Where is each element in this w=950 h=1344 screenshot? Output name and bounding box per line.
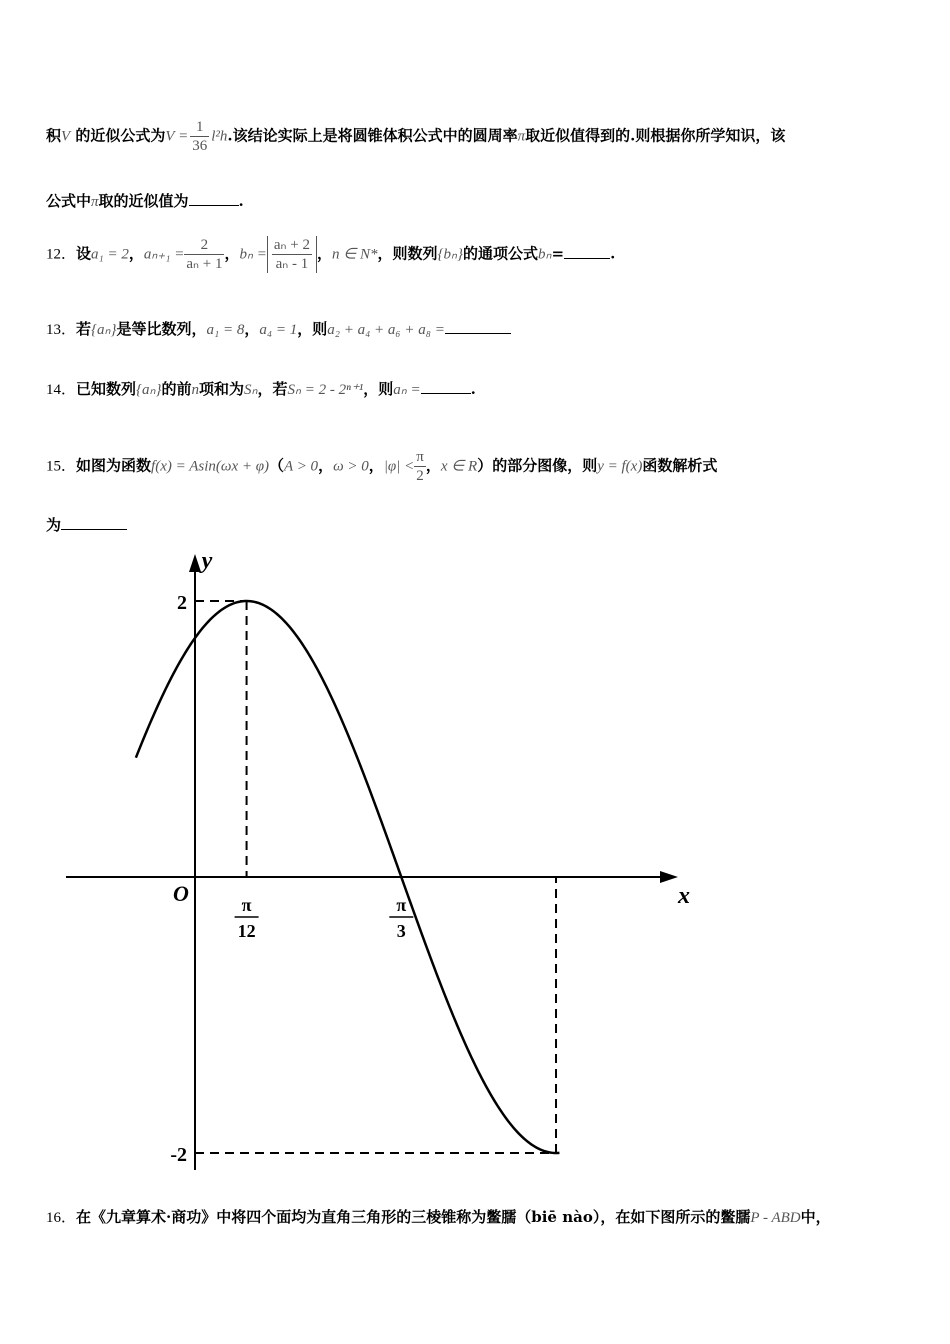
answer-blank-13[interactable] bbox=[445, 333, 511, 334]
pi-symbol: π bbox=[517, 128, 526, 145]
x-axis-label: x bbox=[678, 883, 690, 909]
x-tick-num-0: π bbox=[241, 895, 252, 915]
y-axis-label: y bbox=[201, 548, 213, 574]
answer-blank-14[interactable] bbox=[421, 393, 471, 394]
fraction-pi-2: $\frac{\pi}{2}$ bbox=[416, 449, 424, 484]
problem-number: 12． bbox=[46, 246, 77, 263]
pi-symbol-2: π bbox=[91, 194, 99, 210]
answer-blank-15[interactable] bbox=[61, 529, 127, 530]
x-tick-den-1: 3 bbox=[396, 921, 406, 941]
fraction-a-recur: $\frac{2}{\text{aₙ + 1}}$ bbox=[186, 237, 223, 272]
var-V: V bbox=[61, 128, 71, 145]
formula-rhs: l²h bbox=[211, 128, 228, 145]
answer-blank-12[interactable] bbox=[564, 258, 610, 259]
y-tick-label-1: -2 bbox=[170, 1144, 187, 1166]
problem-13: 13．若{aₙ}是等比数列，a₁ = 8，a₄ = 1，则a₂ + a₄ + a₆ + a₈ = bbox=[46, 318, 511, 339]
problem-12: 12．设a₁ = 2，aₙ₊₁ = $\frac{2}{\text{aₙ + 1}}$ ，bₙ = $\frac{\text{aₙ + 2}}{\text{aₙ - 1}}$ ，n ∈ N*，则数列{bₙ}的通项公式bₙ= . bbox=[46, 237, 616, 272]
problem-14: 14．已知数列{aₙ}的前n项和为Sₙ，若Sₙ = 2 - 2ⁿ⁺¹，则aₙ = . bbox=[46, 380, 476, 398]
problem-16: 16．在《九章算术·商功》中将四个面均为直角三角形的三棱锥称为鳖臑（biē nào），在如下图所示的鳖臑P - ABD中， bbox=[46, 1208, 831, 1226]
x-axis-arrow bbox=[660, 871, 678, 883]
answer-blank-11[interactable] bbox=[189, 205, 239, 206]
problem-11-line-2: 公式中π取的近似值为 . bbox=[46, 192, 244, 210]
formula-lhs: V = bbox=[165, 128, 189, 145]
problem-11-line-1: 积V 的近似公式为V = $\frac{1}{36}$ l²h.该结论实际上是将圆锥体积公式中的圆周率π取近似值得到的.则根据你所学知识，该 bbox=[46, 119, 786, 154]
function-graph bbox=[0, 540, 950, 1180]
problem-15: 15．如图为函数f(x) = Asin(ωx + φ)（A > 0，ω > 0，|φ| < $\frac{\pi}{2}$ ，x ∈ R）的部分图像，则y = f(x)函数解析式 bbox=[46, 449, 718, 484]
y-axis-arrow bbox=[189, 554, 201, 572]
x-tick-num-1: π bbox=[396, 895, 407, 915]
fraction-1-36: $\frac{1}{36}$ bbox=[192, 119, 208, 154]
y-tick-label-0: 2 bbox=[177, 592, 187, 614]
x-tick-den-0: 12 bbox=[237, 921, 256, 941]
abs-value: $\frac{\text{aₙ + 2}}{\text{aₙ - 1}}$ bbox=[267, 236, 317, 273]
origin-label: O bbox=[173, 881, 189, 906]
problem-15-line-2: 为 bbox=[46, 514, 127, 535]
